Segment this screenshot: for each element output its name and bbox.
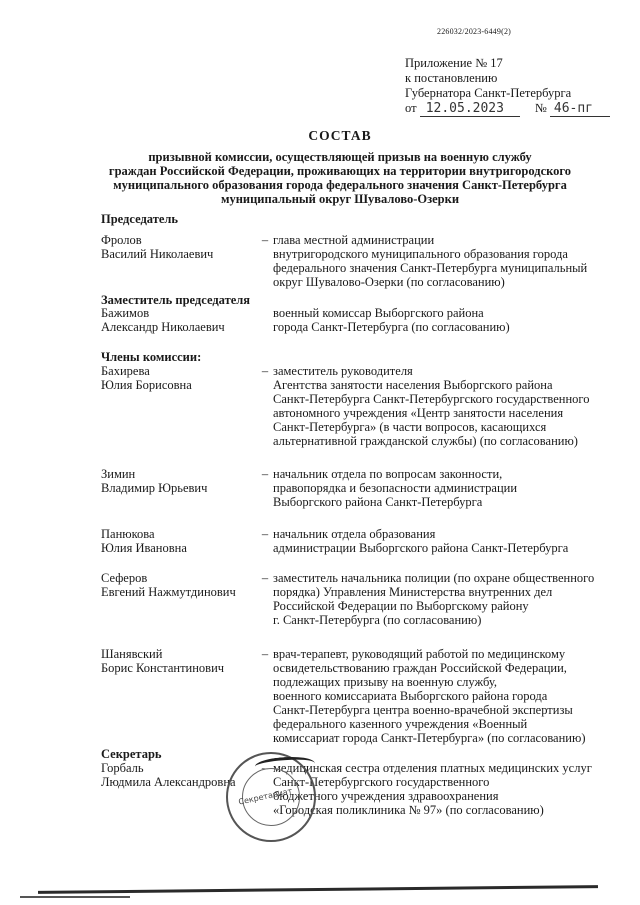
position-line: начальник отдела по вопросам законности,: [273, 467, 503, 481]
dash: –: [261, 571, 269, 585]
member-surname: Шанявский: [101, 647, 163, 661]
member-name: [101, 306, 259, 334]
member-given-name: Евгений Нажмутдинович: [101, 585, 236, 599]
position-line: «Городская поликлиника № 97» (по согласованию): [273, 803, 544, 817]
position-line: начальник отдела образования: [273, 527, 436, 541]
appendix-line-3: Губернатора Санкт-Петербурга: [405, 86, 572, 100]
member-surname: Панюкова: [101, 527, 155, 541]
position-line: комиссариат города Санкт-Петербурга» (по согласованию): [273, 731, 586, 745]
position-line: города Санкт-Петербурга (по согласованию): [273, 320, 510, 334]
position-line: Агентства занятости населения Выборгского района: [273, 378, 553, 392]
position-line: заместитель руководителя: [273, 364, 413, 378]
member-given-name: Владимир Юрьевич: [101, 481, 208, 495]
member-given-name: Юлия Борисовна: [101, 378, 192, 392]
subtitle-line: призывной комиссии, осуществляющей призыв на военную службу: [148, 150, 532, 164]
position-line: подлежащих призыву на военную службу,: [273, 675, 497, 689]
position-line: бюджетного учреждения здравоохранения: [273, 789, 499, 803]
dash: –: [261, 527, 269, 541]
position-line: Санкт-Петербурга» (в части вопросов, касающихся: [273, 420, 547, 434]
decree-date: 12.05.2023: [420, 101, 520, 117]
member-name: [101, 467, 259, 495]
dash: –: [261, 761, 269, 775]
member-given-name: Людмила Александровна: [101, 775, 236, 789]
document-id: 226032/2023-6449(2): [437, 27, 512, 36]
section-members: Члены комиссии:: [101, 350, 202, 364]
subtitle-line: граждан Российской Федерации, проживающих на территории внутригородского: [108, 164, 572, 178]
dash: –: [261, 467, 269, 481]
member-given-name: Александр Николаевич: [101, 320, 225, 334]
position-line: г. Санкт-Петербурга (по согласованию): [273, 613, 482, 627]
appendix-date-line: [405, 101, 610, 117]
section-deputy: Заместитель председателя: [101, 293, 251, 307]
position-line: глава местной администрации: [273, 233, 435, 247]
position-line: администрации Выборгского района Санкт-Петербурга: [273, 541, 569, 555]
document-subtitle: [60, 150, 620, 206]
member-given-name: Борис Константинович: [101, 661, 225, 675]
position-line: внутригородского муниципального образования города: [273, 247, 568, 261]
position-line: правопорядка и безопасности администрации: [273, 481, 518, 495]
position-line: освидетельствованию граждан Российской Федерации,: [273, 661, 567, 675]
position-line: федерального значения Санкт-Петербурга муниципальный: [273, 261, 588, 275]
member-position: [273, 467, 618, 509]
number-label: №: [534, 101, 547, 115]
position-line: автономного учреждения «Центр занятости населения: [273, 406, 564, 420]
position-line: Российской Федерации по Выборгскому району: [273, 599, 529, 613]
position-line: Санкт-Петербурга Санкт-Петербургского государственного: [273, 392, 590, 406]
member-name: [101, 364, 259, 392]
member-given-name: Василий Николаевич: [101, 247, 214, 261]
member-position: [273, 647, 618, 745]
position-line: порядка) Управления Министерства внутренних дел: [273, 585, 553, 599]
member-surname: Сеферов: [101, 571, 148, 585]
position-line: заместитель начальника полиции (по охране общественного: [273, 571, 595, 585]
member-position: [273, 571, 618, 627]
dash: –: [261, 364, 269, 378]
position-line: округ Шувалово-Озерки (по согласованию): [273, 275, 505, 289]
member-position: [273, 761, 618, 817]
member-surname: Зимин: [101, 467, 136, 481]
from-label: от: [405, 101, 417, 115]
appendix-line-2: к постановлению: [405, 71, 498, 85]
appendix-line-1: Приложение № 17: [405, 56, 503, 70]
section-chairman: Председатель: [101, 212, 179, 226]
appendix-block: [405, 56, 610, 117]
position-line: военный комиссар Выборгского района: [273, 306, 484, 320]
position-line: Санкт-Петербурга центра военно-врачебной экспертизы: [273, 703, 573, 717]
member-name: [101, 527, 259, 555]
position-line: медицинская сестра отделения платных медицинских услуг: [273, 761, 592, 775]
position-line: федерального казенного учреждения «Военный: [273, 717, 528, 731]
position-line: Санкт-Петербургского государственного: [273, 775, 490, 789]
member-name: [101, 647, 259, 675]
document-title: СОСТАВ: [308, 128, 372, 143]
member-position: [273, 233, 618, 289]
position-line: альтернативной гражданской службы) (по согласованию): [273, 434, 578, 448]
subtitle-line: муниципального образования города федерального значения Санкт-Петербурга: [113, 178, 567, 192]
member-position: [273, 306, 618, 334]
section-secretary: Секретарь: [101, 747, 162, 761]
dash: –: [261, 647, 269, 661]
member-name: [101, 571, 259, 599]
title-block: [60, 128, 620, 206]
position-line: военного комиссариата Выборгского района города: [273, 689, 548, 703]
seal-text: Секретариат: [237, 786, 294, 807]
page-edge-line: [20, 896, 130, 898]
subtitle-line: муниципальный округ Шувалово-Озерки: [220, 192, 460, 206]
member-surname: Бахирева: [101, 364, 150, 378]
member-name: [101, 233, 259, 261]
position-line: врач-терапевт, руководящий работой по медицинскому: [273, 647, 566, 661]
position-line: Выборгского района Санкт-Петербурга: [273, 495, 483, 509]
member-surname: Бажимов: [101, 306, 150, 320]
dash: –: [261, 233, 269, 247]
decree-number: 46-пг: [550, 101, 610, 117]
member-surname: Горбаль: [101, 761, 144, 775]
member-position: [273, 364, 618, 448]
member-given-name: Юлия Ивановна: [101, 541, 187, 555]
member-surname: Фролов: [101, 233, 142, 247]
member-position: [273, 527, 618, 555]
page-edge-line: [38, 885, 598, 894]
